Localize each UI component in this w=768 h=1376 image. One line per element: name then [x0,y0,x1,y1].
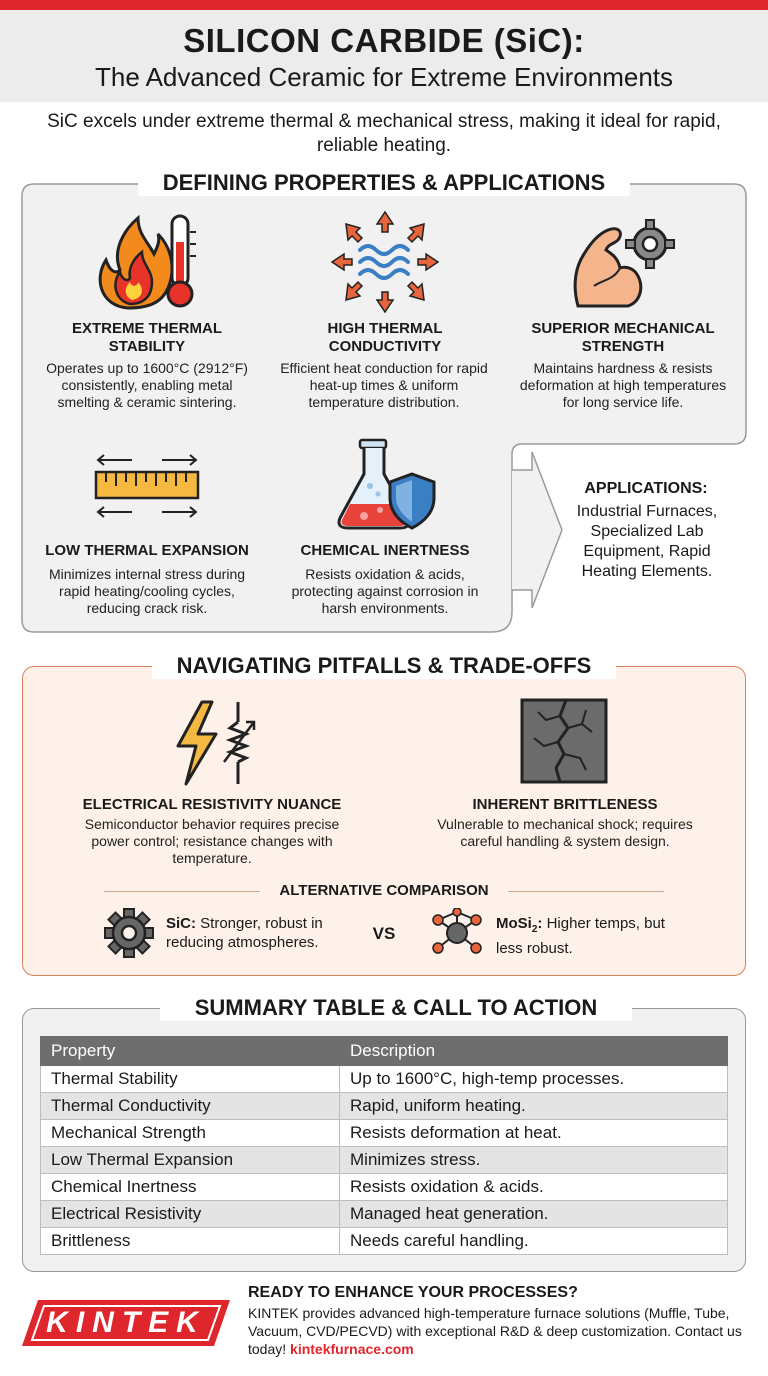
heat-waves-icon [330,210,440,314]
table-cell: Up to 1600°C, high-temp processes. [340,1066,728,1093]
cracked-block-icon [520,698,608,784]
website-link[interactable]: kintekfurnace.com [290,1341,414,1357]
table-header: Description [340,1037,728,1066]
feature-text: Resists oxidation & acids, protecting against corrosion in harsh environments. [291,566,479,616]
mosi-comparison [496,914,686,958]
table-cell: Resists deformation at heat. [340,1120,728,1147]
feature-title: LOW THERMAL EXPANSION [45,542,249,559]
feature-text: Maintains hardness & resists deformation at high temperatures for long service life. [519,360,727,410]
table-cell: Thermal Stability [41,1066,340,1093]
gear-icon [104,908,154,958]
table-row [41,1066,728,1093]
table-cell: Chemical Inertness [41,1174,340,1201]
table-header-row [41,1037,728,1066]
table-cell: Rapid, uniform heating. [340,1093,728,1120]
table-row [41,1147,728,1174]
applications-title: APPLICATIONS: [584,480,708,497]
table-cell: Electrical Resistivity [41,1201,340,1228]
comparison-divider-right [508,891,664,892]
pitfall-text: Semiconductor behavior requires precise power control; resistance changes with temperature. [84,816,340,866]
pitfall-text: Vulnerable to mechanical shock; requires careful handling & system design. [437,816,693,849]
feature-text: Minimizes internal stress during rapid heating/cooling cycles, reducing crack risk. [48,566,246,616]
mosi-label: MoSi$_2$: [496,915,543,935]
feature-title: SUPERIOR MECHANICAL STRENGTH [531,320,715,355]
summary-title: SUMMARY TABLE & CALL TO ACTION [160,995,632,1021]
feature-title: HIGH THERMAL CONDUCTIVITY [327,320,443,355]
table-row [41,1201,728,1228]
cta-title: READY TO ENHANCE YOUR PROCESSES? [248,1284,578,1301]
cta-body: KINTEK provides advanced high-temperature furnace solutions (Muffle, Tube, Vacuum, CVD/PECVD) with exceptional R&D & deep customization. Contact us today! [248,1305,742,1357]
muscle-gear-icon [568,214,678,310]
sic-comparison [166,914,356,952]
ruler-icon [92,452,202,520]
applications-text: Industrial Furnaces, Specialized Lab Equipment, Rapid Heating Elements. [576,503,718,580]
feature-title: EXTREME THERMAL STABILITY [72,320,222,355]
mosi-text: Higher temps, but less robust. [496,915,665,957]
properties-title: DEFINING PROPERTIES & APPLICATIONS [138,170,630,196]
table-row [41,1174,728,1201]
sic-label: SiC: [166,915,196,932]
page-title: SILICON CARBIDE (SiC): [183,22,585,59]
comparison-divider-left [104,891,260,892]
table-cell: Minimizes stress. [340,1147,728,1174]
table-row [41,1093,728,1120]
molecule-icon [430,908,484,958]
pitfall-title: INHERENT BRITTLENESS [472,796,658,813]
feature-title: CHEMICAL INERTNESS [300,542,470,559]
table-row [41,1228,728,1255]
comparison-title: ALTERNATIVE COMPARISON [279,882,489,899]
table-cell: Brittleness [41,1228,340,1255]
sic-text: Stronger, robust in reducing atmospheres. [166,915,323,951]
feature-text: Efficient heat conduction for rapid heat-up times & uniform temperature distribution. [280,360,488,410]
pitfalls-title: NAVIGATING PITFALLS & TRADE-OFFS [152,653,616,679]
pitfall-title: ELECTRICAL RESISTIVITY NUANCE [82,796,342,813]
table-cell: Mechanical Strength [41,1120,340,1147]
lightning-resistor-icon [172,700,262,786]
flask-shield-icon [334,438,438,532]
table-cell: Needs careful handling. [340,1228,728,1255]
table-row [41,1120,728,1147]
table-cell: Thermal Conductivity [41,1093,340,1120]
mosi-subscript: 2 [531,924,538,935]
feature-text: Operates up to 1600°C (2912°F) consistently, enabling metal smelting & ceramic sintering. [46,360,248,410]
table-cell: Low Thermal Expansion [41,1147,340,1174]
intro-text: SiC excels under extreme thermal & mechanical stress, making it ideal for rapid, reliable heating. [47,111,721,156]
table-cell: Managed heat generation. [340,1201,728,1228]
logo-text: KINTEK [46,1306,206,1339]
table-cell: Resists oxidation & acids. [340,1174,728,1201]
vs-label: VS [372,924,396,943]
page-subtitle: The Advanced Ceramic for Extreme Environments [94,62,674,92]
cta-text [248,1304,758,1358]
summary-table [40,1036,728,1255]
table-header: Property [41,1037,340,1066]
flame-thermometer-icon [92,212,202,312]
